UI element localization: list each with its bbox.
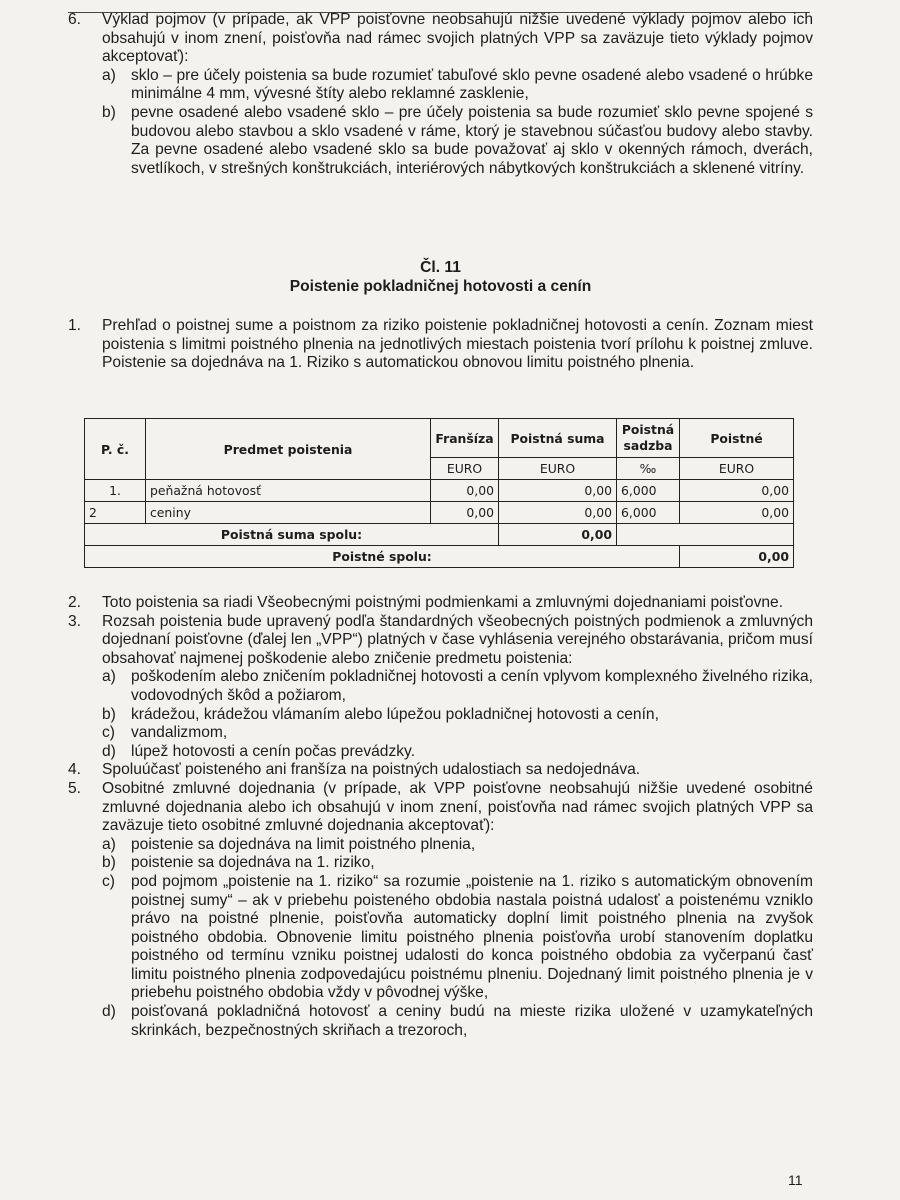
premium-table bbox=[84, 418, 794, 568]
header-franchise: Franšíza bbox=[431, 419, 499, 458]
sub-item-c: c) pod pojmom „poistenie na 1. riziko“ sa rozumie „poistenie na 1. riziko s automatickým obnovením poistnej sumy“ – ak v priebehu poisteného obdobia nastala poistná udalosť a poistenému vzniklo právo na poistné plnenie, poisťovňa automaticky doplní limit poistného plnenia na zvyšok poistného obdobia. Obnovenie limitu poistného plnenia poisťovňa urobí stanovením doplatku poistného od termínu vzniku poistnej udalosti do konca poistného obdobia za vyčerpanú časť limitu poistného plnenia zodpovedajúcu poistnému plneniu. Dojednaný limit poistného plnenia je v priebehu poistného obdobia vždy v pôvodnej výške, bbox=[102, 872, 813, 1002]
article-title: Poistenie pokladničnej hotovosti a cenín bbox=[289, 278, 592, 295]
item-text: Výklad pojmov (v prípade, ak VPP poisťovne neobsahujú nižšie uvedené výklady pojmov alebo ich obsahujú v inom znení, poisťovňa nad rámec svojich platných VPP sa zaväzuje tieto výklady pojmov akceptovať): bbox=[102, 11, 813, 66]
page-number: 11 bbox=[788, 1172, 803, 1188]
item-1: 1. Prehľad o poistnej sume a poistnom za riziko poistenie pokladničnej hotovosti a cenín. Zoznam miest poistenia s limitmi poistného plnenia na jednotlivých miestach poistenia tvorí prílohu k poistnej zmluve. Poistenie sa dojednáva na 1. Riziko s automatickou obnovou limitu poistného plnenia. bbox=[68, 317, 813, 372]
header-pc: P. č. bbox=[85, 419, 146, 480]
total-sum-label: Poistná suma spolu: bbox=[85, 524, 499, 546]
header-subject: Predmet poistenia bbox=[146, 419, 431, 480]
header-premium: Poistné bbox=[680, 419, 794, 458]
sub-item-a: a) sklo – pre účely poistenia sa bude rozumieť tabuľové sklo pevne osadené alebo vsadené o hrúbke minimálne 4 mm, vývesné štíty alebo reklamné zasklenie, bbox=[102, 66, 813, 103]
total-premium-value: 0,00 bbox=[680, 546, 794, 568]
items-2-5 bbox=[68, 594, 813, 1040]
sub-item-c: c) vandalizmom, bbox=[102, 724, 228, 742]
table-row: 2 ceniny 0,00 0,00 6,000 0,00 bbox=[85, 502, 794, 524]
unit-premium: EURO bbox=[680, 458, 794, 480]
unit-sum: EURO bbox=[499, 458, 617, 480]
article-number: Čl. 11 bbox=[420, 259, 461, 276]
sub-item-d: d) poisťovaná pokladničná hotovosť a ceniny budú na mieste rizika uložené v uzamykateľných skrinkách, bezpečnostných skriňach a trezoroch, bbox=[102, 1003, 813, 1039]
sub-item-b: b) krádežou, krádežou vlámaním alebo lúpežou pokladničnej hotovosti a cenín, bbox=[102, 705, 659, 723]
item-2: 2. Toto poistenia sa riadi Všeobecnými poistnými podmienkami a zmluvnými dojednaniami poisťovne. bbox=[68, 594, 784, 611]
unit-franchise: EURO bbox=[431, 458, 499, 480]
sub-item-d: d) lúpež hotovosti a cenín počas prevádzky. bbox=[102, 742, 416, 760]
header-rate: Poistná sadzba bbox=[617, 419, 680, 458]
item-4: 4. Spoluúčasť poisteného ani franšíza na poistných udalostiach sa nedojednáva. bbox=[68, 761, 641, 779]
sub-item-b: b) pevne osadené alebo vsadené sklo – pre účely poistenia sa bude rozumieť sklo pevne spojené s budovou alebo stavbou a sklo vsadené v ráme, ktorý je stavebnou súčasťou budovy alebo stavby. Za pevne osadené alebo vsadené sklo sa bude považovať aj sklo v okenných rámoch, dverách, svetlíkoch, v strešných konštrukciách, interiérových nábytkových konštrukciách a sklenené vitríny. bbox=[102, 103, 813, 177]
total-sum-row bbox=[85, 524, 794, 546]
item-6 bbox=[68, 11, 813, 178]
sub-item-b: b) poistenie sa dojednáva na 1. riziko, bbox=[102, 854, 375, 872]
sub-item-a: a) poistenie sa dojednáva na limit poistného plnenia, bbox=[102, 835, 476, 853]
total-sum-value: 0,00 bbox=[499, 524, 617, 546]
total-premium-label: Poistné spolu: bbox=[85, 546, 680, 568]
sub-item-a: a) poškodením alebo zničením pokladničnej hotovosti a cenín vplyvom komplexného živelného rizika, vodovodných škôd a požiarom, bbox=[102, 668, 813, 704]
item-3: 3. Rozsah poistenia bude upravený podľa štandardných všeobecných poistných podmienok a zmluvných dojednaní poisťovne (ďalej len „VPP“) platných v čase vyhlásenia verejného obstarávania, pričom musí obsahovať najmenej poškodenie alebo zničenie predmetu poistenia: bbox=[68, 612, 813, 667]
unit-rate: ‰ bbox=[617, 458, 680, 480]
table-row: 1. peňažná hotovosť 0,00 0,00 6,000 0,00 bbox=[85, 480, 794, 502]
total-premium-row bbox=[85, 546, 794, 568]
item-5: 5. Osobitné zmluvné dojednania (v prípade, ak VPP poisťovne neobsahujú nižšie uvedené osobitné zmluvné dojednania alebo ich obsahujú v inom znení, poisťovňa nad rámec svojich platných VPP sa zaväzuje tieto osobitné zmluvné dojednania akceptovať): bbox=[68, 779, 813, 835]
header-sum: Poistná suma bbox=[499, 419, 617, 458]
table-header-row bbox=[85, 419, 794, 458]
item-number: 6. bbox=[68, 11, 82, 28]
